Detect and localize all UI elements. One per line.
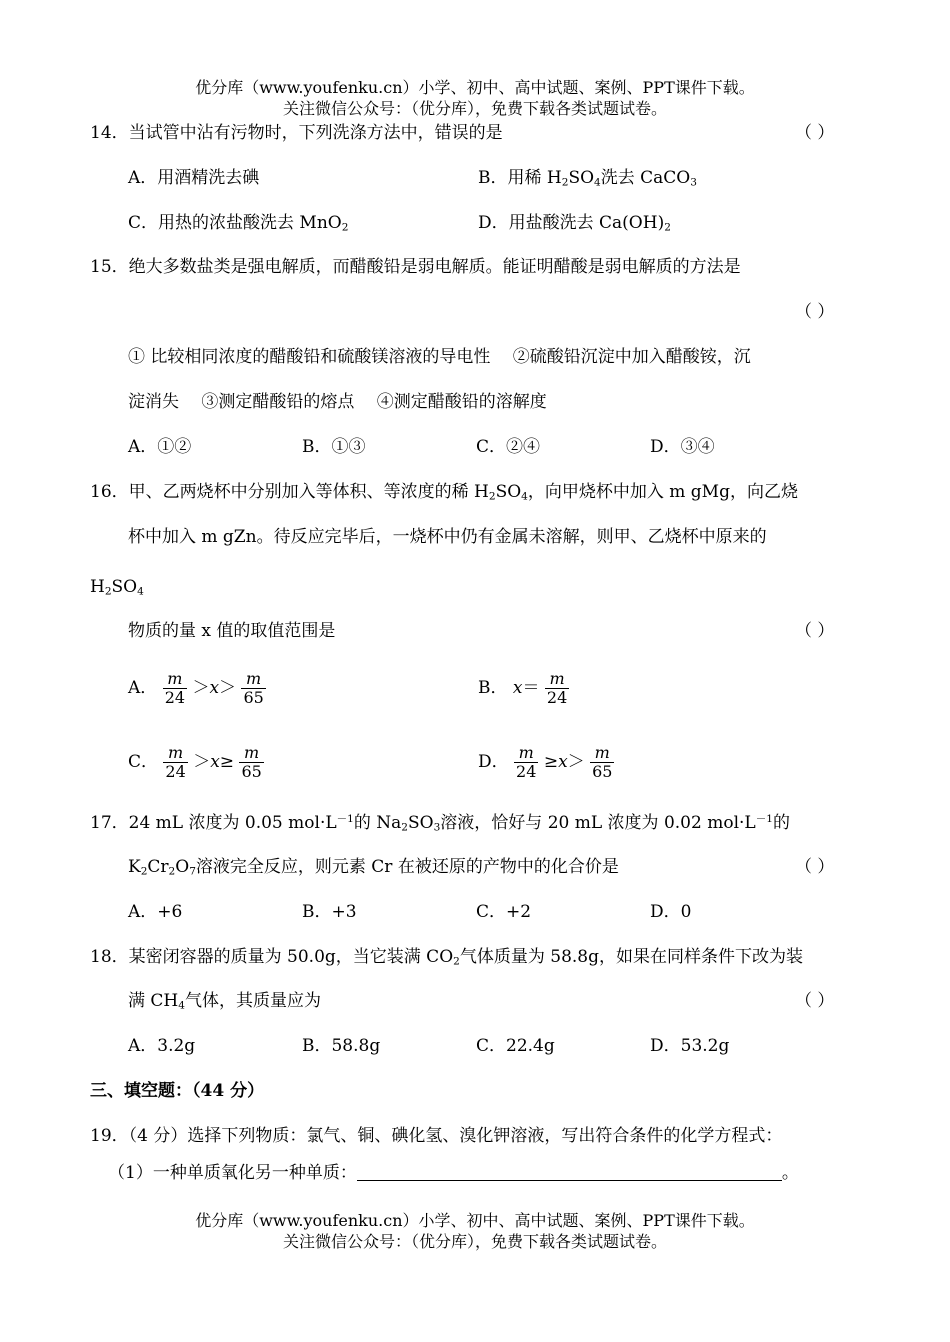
header-line-2: 关注微信公众号：（优分库），免费下载各类试题试卷。 <box>282 99 667 118</box>
q15-option-a: A．①② <box>128 437 192 457</box>
q16-stem-line-1: 16．甲、乙两烧杯中分别加入等体积、等浓度的稀 $H_2SO_4$，向甲烧杯中加入 m gMg，向乙烧 <box>90 482 798 503</box>
q18-option-d: D．53.2g <box>650 1036 730 1056</box>
q16-stem-line-3: $H_2SO_4$ <box>90 577 144 598</box>
q17-option-d: D．0 <box>650 902 692 922</box>
q15-stem: 15．绝大多数盐类是强电解质，而醋酸铅是弱电解质。能证明醋酸是弱电解质的方法是 <box>90 257 741 277</box>
q18-option-a: A．3.2g <box>128 1036 196 1056</box>
q14-answer-paren: （ ） <box>795 123 835 143</box>
q14-option-d: D．用盐酸洗去 $Ca(OH)_2$ <box>478 213 671 234</box>
q15-option-c: C．②④ <box>476 437 541 457</box>
q18-option-b: B．58.8g <box>302 1036 381 1056</box>
q14-option-c: C．用热的浓盐酸洗去 MnO$_2$ <box>128 213 349 234</box>
q15-option-b: B．①③ <box>302 437 366 457</box>
q16-answer-paren: （ ） <box>795 621 835 641</box>
footer-line-1: 优分库（www.youfenku.cn）小学、初中、高中试题、案例、PPT课件下载。 <box>195 1211 755 1230</box>
section-3-heading: 三、填空题：（44 分） <box>90 1081 265 1101</box>
q18-option-c: C．22.4g <box>476 1036 555 1056</box>
q14-stem: 14．当试管中沾有污物时，下列洗涤方法中，错误的是 <box>90 123 503 143</box>
q17-option-a: A．+6 <box>128 902 183 922</box>
q19-stem: 19．（4 分）选择下列物质：氯气、铜、碘化氢、溴化钾溶液，写出符合条件的化学方程式： <box>90 1126 783 1146</box>
q16-stem-line-4: 物质的量 x 值的取值范围是 <box>128 621 336 641</box>
q19-part-1-answer-blank[interactable] <box>357 1164 782 1181</box>
q15-statement-line-1: ① 比较相同浓度的醋酸铅和硫酸镁溶液的导电性 ②硫酸铅沉淀中加入醋酸铵，沉 <box>128 347 751 367</box>
q18-answer-paren: （ ） <box>795 991 835 1011</box>
q16-stem-line-2: 杯中加入 m gZn。待反应完毕后，一烧杯中仍有金属未溶解，则甲、乙烧杯中原来的 <box>128 527 767 547</box>
q17-stem-line-2: $K_2Cr_2O_7$溶液完全反应，则元素 Cr 在被还原的产物中的化合价是 <box>128 857 619 878</box>
q15-statement-line-2: 淀消失 ③测定醋酸铅的熔点 ④测定醋酸铅的溶解度 <box>128 392 547 412</box>
q16-option-d: D． $\frac{m}{24}$ ≥x＞ $\frac{m}{65}$ <box>478 743 613 781</box>
footer-line-2: 关注微信公众号：（优分库），免费下载各类试题试卷。 <box>282 1232 667 1251</box>
q16-option-b: B． x＝ $\frac{m}{24}$ <box>478 669 568 707</box>
q17-answer-paren: （ ） <box>795 857 835 877</box>
q17-option-b: B．+3 <box>302 902 357 922</box>
q18-stem-line-1: 18．某密闭容器的质量为 50.0g，当它装满 $CO_2$气体质量为 58.8g，如果在同样条件下改为装 <box>90 947 803 968</box>
q15-answer-paren: （ ） <box>795 302 835 322</box>
q14-option-a: A．用酒精洗去碘 <box>128 168 260 188</box>
q19-part-1: （1）一种单质氧化另一种单质： 。 <box>108 1163 799 1183</box>
q16-option-a: A． $\frac{m}{24}$ ＞x＞ $\frac{m}{65}$ <box>128 669 264 707</box>
q18-stem-line-2: 满 $CH_4$气体，其质量应为 <box>128 991 321 1012</box>
q17-option-c: C．+2 <box>476 902 532 922</box>
q14-option-b: B．用稀 $H_2SO_4$洗去 CaCO$_3$ <box>478 168 697 189</box>
q16-option-c: C． $\frac{m}{24}$ ＞x≥ $\frac{m}{65}$ <box>128 743 262 781</box>
q17-stem-line-1: 17．24 mL 浓度为 0.05 $mol\cdot L^{-1}$的 $Na_2SO_3$溶液，恰好与 20 mL 浓度为 0.02 $mol\cdot L^{-1}$的 <box>90 813 790 834</box>
header-line-1: 优分库（www.youfenku.cn）小学、初中、高中试题、案例、PPT课件下载。 <box>195 78 755 97</box>
q15-option-d: D．③④ <box>650 437 715 457</box>
